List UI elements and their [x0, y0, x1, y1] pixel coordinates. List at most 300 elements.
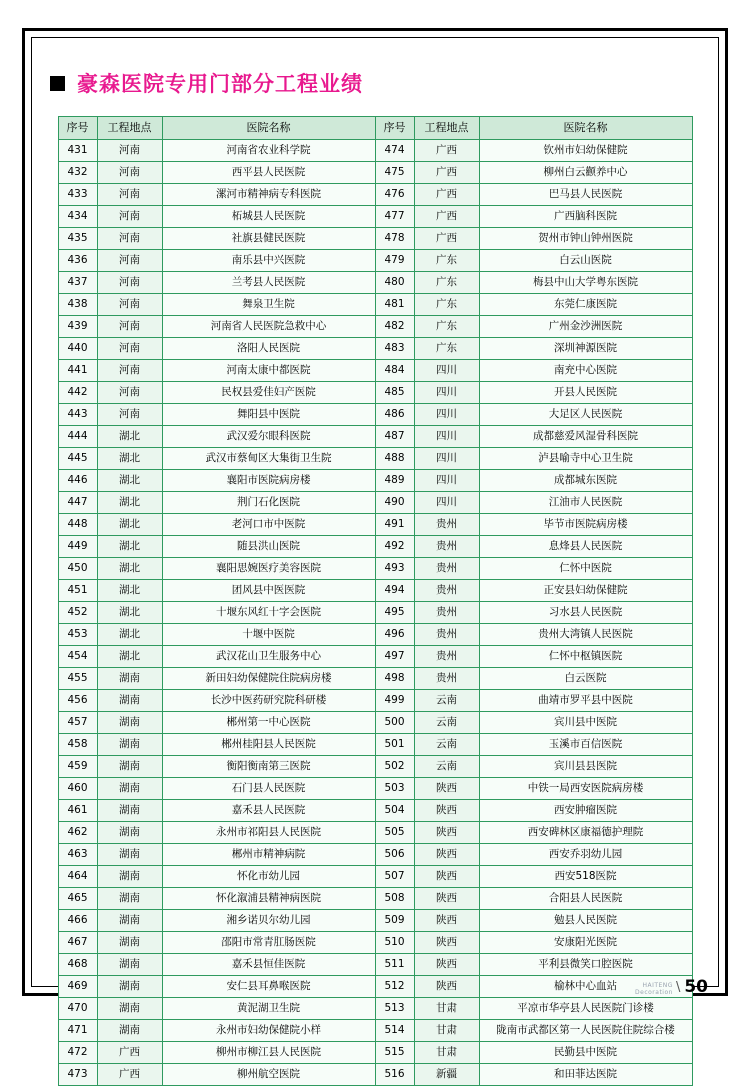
table-row — [58, 294, 692, 316]
cell-hospital-left: 洛阳人民医院 — [162, 338, 375, 360]
cell-location-left: 河南 — [97, 294, 162, 316]
cell-hospital-right: 仁怀中医院 — [479, 558, 692, 580]
table-row — [58, 690, 692, 712]
cell-seq-left: 458 — [58, 734, 97, 756]
cell-hospital-left: 舞泉卫生院 — [162, 294, 375, 316]
column-header-location-left: 工程地点 — [97, 117, 162, 140]
cell-hospital-left: 舞阳县中医院 — [162, 404, 375, 426]
column-header-seq-right: 序号 — [375, 117, 414, 140]
cell-hospital-right: 巴马县人民医院 — [479, 184, 692, 206]
table-row — [58, 712, 692, 734]
cell-seq-right: 480 — [375, 272, 414, 294]
cell-hospital-left: 怀化溆浦县精神病医院 — [162, 888, 375, 910]
cell-hospital-left: 嘉禾县人民医院 — [162, 800, 375, 822]
cell-hospital-left: 河南省人民医院急救中心 — [162, 316, 375, 338]
cell-hospital-right: 陇南市武都区第一人民医院住院综合楼 — [479, 1020, 692, 1042]
cell-hospital-right: 柳州白云颧养中心 — [479, 162, 692, 184]
column-header-seq-left: 序号 — [58, 117, 97, 140]
cell-hospital-right: 平利县微笑口腔医院 — [479, 954, 692, 976]
cell-location-left: 湖南 — [97, 932, 162, 954]
cell-location-right: 陕西 — [414, 866, 479, 888]
cell-hospital-left: 武汉花山卫生服务中心 — [162, 646, 375, 668]
cell-location-left: 河南 — [97, 272, 162, 294]
cell-location-right: 云南 — [414, 690, 479, 712]
cell-location-left: 河南 — [97, 250, 162, 272]
table-row — [58, 580, 692, 602]
cell-hospital-left: 柳州航空医院 — [162, 1064, 375, 1086]
cell-hospital-right: 成都慈爱风湿骨科医院 — [479, 426, 692, 448]
cell-hospital-left: 河南太康中都医院 — [162, 360, 375, 382]
cell-location-right: 广东 — [414, 272, 479, 294]
cell-location-left: 湖北 — [97, 536, 162, 558]
table-row — [58, 866, 692, 888]
cell-location-right: 贵州 — [414, 514, 479, 536]
cell-location-right: 陕西 — [414, 932, 479, 954]
cell-seq-left: 442 — [58, 382, 97, 404]
cell-seq-right: 506 — [375, 844, 414, 866]
cell-hospital-left: 南乐县中兴医院 — [162, 250, 375, 272]
table-row — [58, 228, 692, 250]
cell-location-left: 湖南 — [97, 844, 162, 866]
cell-seq-left: 453 — [58, 624, 97, 646]
cell-seq-right: 496 — [375, 624, 414, 646]
cell-location-left: 河南 — [97, 184, 162, 206]
cell-hospital-left: 襄阳市医院病房楼 — [162, 470, 375, 492]
cell-location-left: 湖北 — [97, 426, 162, 448]
table-row — [58, 470, 692, 492]
cell-location-right: 甘肃 — [414, 1020, 479, 1042]
cell-location-left: 湖南 — [97, 668, 162, 690]
cell-hospital-right: 江油市人民医院 — [479, 492, 692, 514]
cell-hospital-right: 贺州市钟山钟州医院 — [479, 228, 692, 250]
cell-seq-left: 468 — [58, 954, 97, 976]
table-row — [58, 778, 692, 800]
cell-seq-right: 475 — [375, 162, 414, 184]
cell-seq-left: 459 — [58, 756, 97, 778]
cell-hospital-left: 郴州桂阳县人民医院 — [162, 734, 375, 756]
cell-location-right: 广东 — [414, 250, 479, 272]
cell-seq-left: 441 — [58, 360, 97, 382]
cell-location-left: 湖南 — [97, 1020, 162, 1042]
table-row — [58, 360, 692, 382]
cell-seq-left: 443 — [58, 404, 97, 426]
table-row — [58, 844, 692, 866]
title-bullet-square — [50, 76, 65, 91]
table-row — [58, 184, 692, 206]
cell-hospital-left: 怀化市幼儿园 — [162, 866, 375, 888]
cell-seq-left: 462 — [58, 822, 97, 844]
cell-location-left: 河南 — [97, 206, 162, 228]
cell-seq-right: 502 — [375, 756, 414, 778]
cell-seq-left: 467 — [58, 932, 97, 954]
cell-location-left: 湖北 — [97, 624, 162, 646]
footer-slash: \ — [675, 980, 681, 995]
cell-seq-right: 499 — [375, 690, 414, 712]
table-row — [58, 1042, 692, 1064]
table-row — [58, 426, 692, 448]
cell-location-left: 湖南 — [97, 756, 162, 778]
cell-seq-left: 471 — [58, 1020, 97, 1042]
cell-seq-right: 486 — [375, 404, 414, 426]
cell-seq-right: 505 — [375, 822, 414, 844]
cell-hospital-right: 泸县喻寺中心卫生院 — [479, 448, 692, 470]
cell-seq-left: 434 — [58, 206, 97, 228]
table-row — [58, 976, 692, 998]
cell-hospital-right: 宾川县县医院 — [479, 756, 692, 778]
cell-seq-left: 470 — [58, 998, 97, 1020]
cell-seq-right: 508 — [375, 888, 414, 910]
cell-hospital-right: 贵州大湾镇人民医院 — [479, 624, 692, 646]
table-row — [58, 536, 692, 558]
table-row — [58, 448, 692, 470]
cell-hospital-right: 广西脑科医院 — [479, 206, 692, 228]
cell-seq-left: 445 — [58, 448, 97, 470]
table-row — [58, 514, 692, 536]
cell-location-right: 甘肃 — [414, 1042, 479, 1064]
table-row — [58, 910, 692, 932]
table-row — [58, 800, 692, 822]
cell-hospital-right: 大足区人民医院 — [479, 404, 692, 426]
table-row — [58, 602, 692, 624]
cell-location-left: 湖南 — [97, 712, 162, 734]
cell-hospital-left: 兰考县人民医院 — [162, 272, 375, 294]
cell-hospital-left: 郴州第一中心医院 — [162, 712, 375, 734]
cell-location-right: 新疆 — [414, 1064, 479, 1086]
cell-location-right: 云南 — [414, 756, 479, 778]
page-number: 50 — [684, 977, 708, 997]
cell-location-right: 四川 — [414, 360, 479, 382]
cell-location-left: 湖南 — [97, 778, 162, 800]
cell-hospital-right: 广州金沙洲医院 — [479, 316, 692, 338]
cell-hospital-left: 荆门石化医院 — [162, 492, 375, 514]
cell-seq-right: 514 — [375, 1020, 414, 1042]
table-row — [58, 338, 692, 360]
cell-seq-right: 512 — [375, 976, 414, 998]
cell-seq-right: 494 — [375, 580, 414, 602]
cell-location-right: 四川 — [414, 426, 479, 448]
cell-location-left: 河南 — [97, 228, 162, 250]
cell-hospital-left: 河南省农业科学院 — [162, 140, 375, 162]
cell-seq-left: 463 — [58, 844, 97, 866]
cell-hospital-left: 石门县人民医院 — [162, 778, 375, 800]
cell-seq-right: 476 — [375, 184, 414, 206]
cell-hospital-right: 西安肿瘤医院 — [479, 800, 692, 822]
cell-location-left: 湖北 — [97, 558, 162, 580]
cell-hospital-right: 梅县中山大学粤东医院 — [479, 272, 692, 294]
cell-hospital-left: 郴州市精神病院 — [162, 844, 375, 866]
cell-location-right: 四川 — [414, 404, 479, 426]
cell-seq-right: 482 — [375, 316, 414, 338]
brand-line-2: Decoration — [635, 988, 673, 996]
cell-seq-left: 465 — [58, 888, 97, 910]
cell-seq-left: 456 — [58, 690, 97, 712]
cell-location-right: 贵州 — [414, 668, 479, 690]
cell-location-right: 广西 — [414, 162, 479, 184]
cell-seq-right: 516 — [375, 1064, 414, 1086]
cell-location-left: 河南 — [97, 360, 162, 382]
cell-location-right: 四川 — [414, 470, 479, 492]
cell-seq-left: 466 — [58, 910, 97, 932]
cell-location-left: 湖南 — [97, 800, 162, 822]
cell-hospital-left: 衡阳衡南第三医院 — [162, 756, 375, 778]
cell-hospital-right: 宾川县中医院 — [479, 712, 692, 734]
cell-seq-left: 432 — [58, 162, 97, 184]
cell-location-right: 广东 — [414, 294, 479, 316]
table-row — [58, 492, 692, 514]
brand-mark — [635, 983, 673, 996]
cell-hospital-right: 开县人民医院 — [479, 382, 692, 404]
cell-hospital-left: 新田妇幼保健院住院病房楼 — [162, 668, 375, 690]
table-row — [58, 140, 692, 162]
cell-hospital-left: 武汉爱尔眼科医院 — [162, 426, 375, 448]
cell-seq-left: 469 — [58, 976, 97, 998]
cell-seq-right: 488 — [375, 448, 414, 470]
cell-hospital-right: 西安碑林区康福德护理院 — [479, 822, 692, 844]
cell-location-right: 贵州 — [414, 580, 479, 602]
cell-seq-right: 485 — [375, 382, 414, 404]
cell-seq-right: 500 — [375, 712, 414, 734]
table-body — [58, 140, 692, 1086]
cell-seq-left: 437 — [58, 272, 97, 294]
cell-hospital-left: 老河口市中医院 — [162, 514, 375, 536]
cell-hospital-right: 正安县妇幼保健院 — [479, 580, 692, 602]
column-header-hospital-right: 医院名称 — [479, 117, 692, 140]
cell-seq-right: 510 — [375, 932, 414, 954]
cell-location-left: 湖北 — [97, 492, 162, 514]
cell-hospital-right: 中铁一局西安医院病房楼 — [479, 778, 692, 800]
cell-seq-right: 479 — [375, 250, 414, 272]
cell-seq-right: 513 — [375, 998, 414, 1020]
table-row — [58, 558, 692, 580]
cell-seq-right: 493 — [375, 558, 414, 580]
cell-seq-left: 460 — [58, 778, 97, 800]
cell-hospital-left: 湘乡诺贝尔幼儿园 — [162, 910, 375, 932]
cell-location-left: 河南 — [97, 140, 162, 162]
cell-location-left: 湖北 — [97, 448, 162, 470]
cell-seq-right: 507 — [375, 866, 414, 888]
cell-location-left: 湖北 — [97, 514, 162, 536]
cell-location-left: 湖南 — [97, 976, 162, 998]
cell-seq-left: 464 — [58, 866, 97, 888]
cell-location-left: 湖北 — [97, 470, 162, 492]
page-footer — [635, 979, 708, 996]
cell-hospital-left: 邵阳市常青肛肠医院 — [162, 932, 375, 954]
cell-location-left: 湖北 — [97, 646, 162, 668]
cell-location-left: 湖南 — [97, 734, 162, 756]
cell-location-right: 陕西 — [414, 844, 479, 866]
cell-seq-left: 449 — [58, 536, 97, 558]
cell-location-right: 广西 — [414, 140, 479, 162]
cell-seq-left: 438 — [58, 294, 97, 316]
table-row — [58, 206, 692, 228]
cell-location-right: 广西 — [414, 228, 479, 250]
cell-seq-right: 483 — [375, 338, 414, 360]
cell-seq-left: 433 — [58, 184, 97, 206]
cell-seq-left: 452 — [58, 602, 97, 624]
cell-location-right: 贵州 — [414, 536, 479, 558]
cell-location-right: 贵州 — [414, 558, 479, 580]
cell-hospital-left: 十堰东风红十字会医院 — [162, 602, 375, 624]
cell-location-right: 陕西 — [414, 910, 479, 932]
cell-seq-right: 501 — [375, 734, 414, 756]
cell-hospital-left: 襄阳思婉医疗美容医院 — [162, 558, 375, 580]
cell-hospital-right: 曲靖市罗平县中医院 — [479, 690, 692, 712]
cell-seq-right: 509 — [375, 910, 414, 932]
cell-seq-right: 498 — [375, 668, 414, 690]
cell-seq-right: 478 — [375, 228, 414, 250]
cell-location-left: 湖南 — [97, 866, 162, 888]
cell-seq-left: 448 — [58, 514, 97, 536]
cell-hospital-left: 柳州市柳江县人民医院 — [162, 1042, 375, 1064]
cell-hospital-left: 长沙中医药研究院科研楼 — [162, 690, 375, 712]
cell-seq-right: 477 — [375, 206, 414, 228]
cell-location-right: 广东 — [414, 316, 479, 338]
table-row — [58, 932, 692, 954]
table-row — [58, 1064, 692, 1086]
cell-location-left: 湖北 — [97, 580, 162, 602]
cell-location-right: 陕西 — [414, 822, 479, 844]
brand-line-1: HAITENG — [642, 982, 673, 990]
table-row — [58, 404, 692, 426]
cell-hospital-right: 安康阳光医院 — [479, 932, 692, 954]
cell-hospital-left: 黄泥湖卫生院 — [162, 998, 375, 1020]
cell-seq-left: 451 — [58, 580, 97, 602]
cell-hospital-right: 和田菲达医院 — [479, 1064, 692, 1086]
table-row — [58, 646, 692, 668]
cell-location-left: 湖北 — [97, 602, 162, 624]
cell-seq-left: 436 — [58, 250, 97, 272]
table-row — [58, 756, 692, 778]
column-header-hospital-left: 医院名称 — [162, 117, 375, 140]
cell-seq-left: 444 — [58, 426, 97, 448]
cell-location-right: 陕西 — [414, 800, 479, 822]
cell-location-right: 广西 — [414, 184, 479, 206]
cell-seq-left: 431 — [58, 140, 97, 162]
cell-seq-right: 495 — [375, 602, 414, 624]
cell-hospital-right: 合阳县人民医院 — [479, 888, 692, 910]
table-row — [58, 382, 692, 404]
cell-hospital-left: 柘城县人民医院 — [162, 206, 375, 228]
cell-seq-right: 487 — [375, 426, 414, 448]
cell-location-right: 贵州 — [414, 602, 479, 624]
table-header-row — [58, 117, 692, 140]
cell-seq-left: 450 — [58, 558, 97, 580]
cell-location-left: 河南 — [97, 382, 162, 404]
cell-seq-right: 481 — [375, 294, 414, 316]
cell-seq-right: 484 — [375, 360, 414, 382]
cell-seq-right: 503 — [375, 778, 414, 800]
cell-location-right: 四川 — [414, 382, 479, 404]
cell-hospital-right: 深圳神源医院 — [479, 338, 692, 360]
cell-location-right: 四川 — [414, 448, 479, 470]
cell-seq-left: 439 — [58, 316, 97, 338]
cell-seq-right: 497 — [375, 646, 414, 668]
cell-location-left: 湖南 — [97, 998, 162, 1020]
cell-hospital-right: 西安518医院 — [479, 866, 692, 888]
table-row — [58, 998, 692, 1020]
cell-seq-left: 455 — [58, 668, 97, 690]
cell-hospital-left: 社旗县健民医院 — [162, 228, 375, 250]
table-row — [58, 888, 692, 910]
cell-location-left: 湖南 — [97, 822, 162, 844]
cell-location-right: 陕西 — [414, 976, 479, 998]
table-row — [58, 316, 692, 338]
table-row — [58, 734, 692, 756]
column-header-location-right: 工程地点 — [414, 117, 479, 140]
cell-location-left: 河南 — [97, 162, 162, 184]
cell-seq-right: 515 — [375, 1042, 414, 1064]
cell-hospital-right: 毕节市医院病房楼 — [479, 514, 692, 536]
cell-location-right: 甘肃 — [414, 998, 479, 1020]
table-row — [58, 272, 692, 294]
cell-hospital-right: 东莞仁康医院 — [479, 294, 692, 316]
cell-location-left: 湖南 — [97, 910, 162, 932]
cell-seq-left: 440 — [58, 338, 97, 360]
cell-hospital-left: 漯河市精神病专科医院 — [162, 184, 375, 206]
cell-seq-left: 447 — [58, 492, 97, 514]
cell-location-left: 广西 — [97, 1064, 162, 1086]
cell-hospital-left: 武汉市蔡甸区大集街卫生院 — [162, 448, 375, 470]
cell-seq-left: 472 — [58, 1042, 97, 1064]
cell-location-left: 河南 — [97, 404, 162, 426]
cell-seq-left: 473 — [58, 1064, 97, 1086]
cell-location-left: 湖南 — [97, 954, 162, 976]
table-row — [58, 668, 692, 690]
table-row — [58, 162, 692, 184]
cell-hospital-right: 钦州市妇幼保健院 — [479, 140, 692, 162]
cell-location-right: 四川 — [414, 492, 479, 514]
cell-seq-left: 454 — [58, 646, 97, 668]
cell-hospital-right: 息烽县人民医院 — [479, 536, 692, 558]
cell-seq-right: 474 — [375, 140, 414, 162]
cell-hospital-left: 永州市妇幼保健院小样 — [162, 1020, 375, 1042]
cell-location-right: 陕西 — [414, 954, 479, 976]
cell-hospital-right: 平凉市华亭县人民医院门诊楼 — [479, 998, 692, 1020]
cell-seq-right: 489 — [375, 470, 414, 492]
cell-hospital-right: 成都城东医院 — [479, 470, 692, 492]
cell-seq-right: 511 — [375, 954, 414, 976]
cell-location-right: 云南 — [414, 712, 479, 734]
table-header — [58, 117, 692, 140]
cell-location-right: 陕西 — [414, 888, 479, 910]
cell-location-left: 河南 — [97, 338, 162, 360]
table-row — [58, 954, 692, 976]
cell-hospital-left: 十堰中医院 — [162, 624, 375, 646]
cell-location-left: 河南 — [97, 316, 162, 338]
cell-location-left: 湖南 — [97, 690, 162, 712]
cell-location-right: 贵州 — [414, 646, 479, 668]
cell-hospital-right: 榆林中心血站 — [479, 976, 692, 998]
table-row — [58, 822, 692, 844]
cell-hospital-right: 玉溪市百信医院 — [479, 734, 692, 756]
cell-seq-left: 457 — [58, 712, 97, 734]
cell-location-right: 贵州 — [414, 624, 479, 646]
cell-hospital-right: 南充中心医院 — [479, 360, 692, 382]
cell-location-right: 云南 — [414, 734, 479, 756]
cell-hospital-right: 习水县人民医院 — [479, 602, 692, 624]
cell-hospital-right: 仁怀中枢镇医院 — [479, 646, 692, 668]
cell-hospital-left: 安仁县耳鼻喉医院 — [162, 976, 375, 998]
table-row — [58, 250, 692, 272]
cell-seq-right: 504 — [375, 800, 414, 822]
table-row — [58, 1020, 692, 1042]
cell-location-right: 广西 — [414, 206, 479, 228]
cell-hospital-left: 西平县人民医院 — [162, 162, 375, 184]
cell-hospital-right: 勉县人民医院 — [479, 910, 692, 932]
page-title-text: 豪森医院专用门部分工程业绩 — [77, 72, 363, 96]
cell-location-right: 广东 — [414, 338, 479, 360]
cell-hospital-left: 永州市祁阳县人民医院 — [162, 822, 375, 844]
